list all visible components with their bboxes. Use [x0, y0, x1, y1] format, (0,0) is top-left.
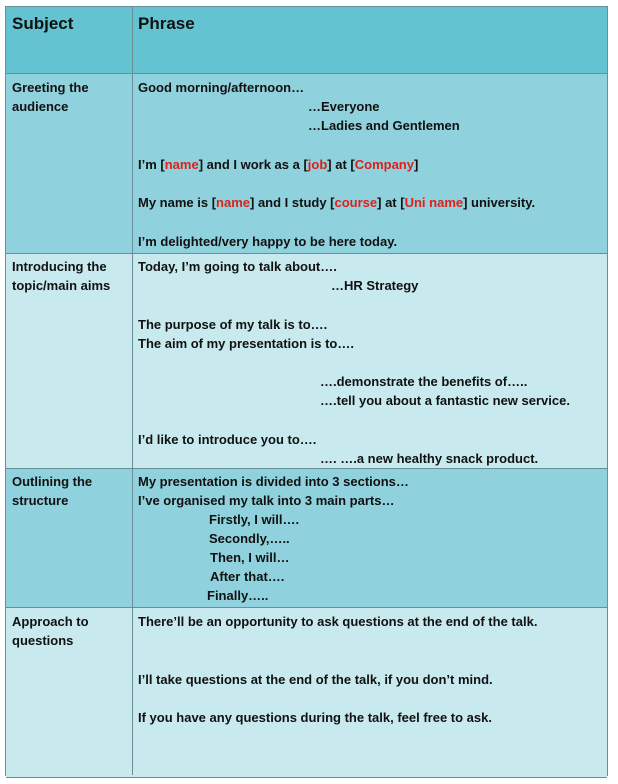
- phrase-line: If you have any questions during the talk, feel free to ask.: [138, 710, 492, 725]
- table-row-questions: [6, 608, 607, 778]
- phrase-line: My presentation is divided into 3 sections…: [138, 474, 409, 489]
- text-fragment: ] at [: [327, 157, 355, 172]
- phrase-line: I’ve organised my talk into 3 main parts…: [138, 493, 395, 508]
- phrase-line: After that….: [210, 569, 285, 584]
- phrases-table: [5, 6, 608, 776]
- phrase-line: …Everyone: [308, 99, 380, 114]
- phrase-line: ….demonstrate the benefits of…..: [320, 374, 528, 389]
- table-row-introducing: [6, 254, 607, 469]
- placeholder-job: job: [307, 157, 328, 172]
- phrase-line: I’d like to introduce you to….: [138, 432, 317, 447]
- placeholder-company: Company: [354, 157, 414, 172]
- phrase-line: Secondly,…..: [209, 531, 290, 546]
- text-fragment: ] university.: [463, 195, 536, 210]
- text-fragment: ] and I study [: [250, 195, 335, 210]
- subject-questions: Approach to questions: [12, 614, 89, 648]
- phrase-line: Today, I’m going to talk about….: [138, 259, 337, 274]
- table-row-greeting: [6, 74, 607, 254]
- subject-outlining: Outlining the structure: [12, 474, 93, 508]
- placeholder-name: name: [216, 195, 250, 210]
- table-header-row: [6, 7, 607, 74]
- phrase-line: Then, I will…: [210, 550, 290, 565]
- text-fragment: My name is [: [138, 195, 217, 210]
- phrase-line-study-intro: [138, 193, 535, 212]
- placeholder-name: name: [164, 157, 199, 172]
- phrase-line: Finally…..: [207, 588, 269, 603]
- placeholder-course: course: [334, 195, 378, 210]
- phrase-line: …. ….a new healthy snack product.: [320, 451, 539, 466]
- phrase-line: Firstly, I will….: [209, 512, 300, 527]
- text-fragment: I’m [: [138, 157, 165, 172]
- phrase-line: …Ladies and Gentlemen: [308, 118, 460, 133]
- phrase-line: The purpose of my talk is to….: [138, 317, 328, 332]
- phrase-line: There’ll be an opportunity to ask questions at the end of the talk.: [138, 614, 538, 629]
- phrase-line: Good morning/afternoon…: [138, 80, 305, 95]
- phrase-line: The aim of my presentation is to….: [138, 336, 354, 351]
- header-subject: Subject: [12, 14, 74, 33]
- phrase-line: I’m delighted/very happy to be here today.: [138, 234, 398, 249]
- placeholder-uni-name: Uni name: [404, 195, 464, 210]
- table-row-outlining: [6, 469, 607, 608]
- column-divider: [132, 7, 133, 775]
- phrase-line: …HR Strategy: [331, 278, 419, 293]
- phrase-line-job-intro: [138, 155, 418, 174]
- text-fragment: ]: [413, 157, 419, 172]
- phrase-line: I’ll take questions at the end of the talk, if you don’t mind.: [138, 672, 493, 687]
- text-fragment: ] at [: [377, 195, 405, 210]
- subject-introducing: Introducing the topic/main aims: [12, 259, 111, 293]
- subject-greeting: Greeting the audience: [12, 80, 89, 114]
- phrase-line: ….tell you about a fantastic new service.: [320, 393, 570, 408]
- text-fragment: ] and I work as a [: [198, 157, 308, 172]
- header-phrase: Phrase: [138, 14, 195, 33]
